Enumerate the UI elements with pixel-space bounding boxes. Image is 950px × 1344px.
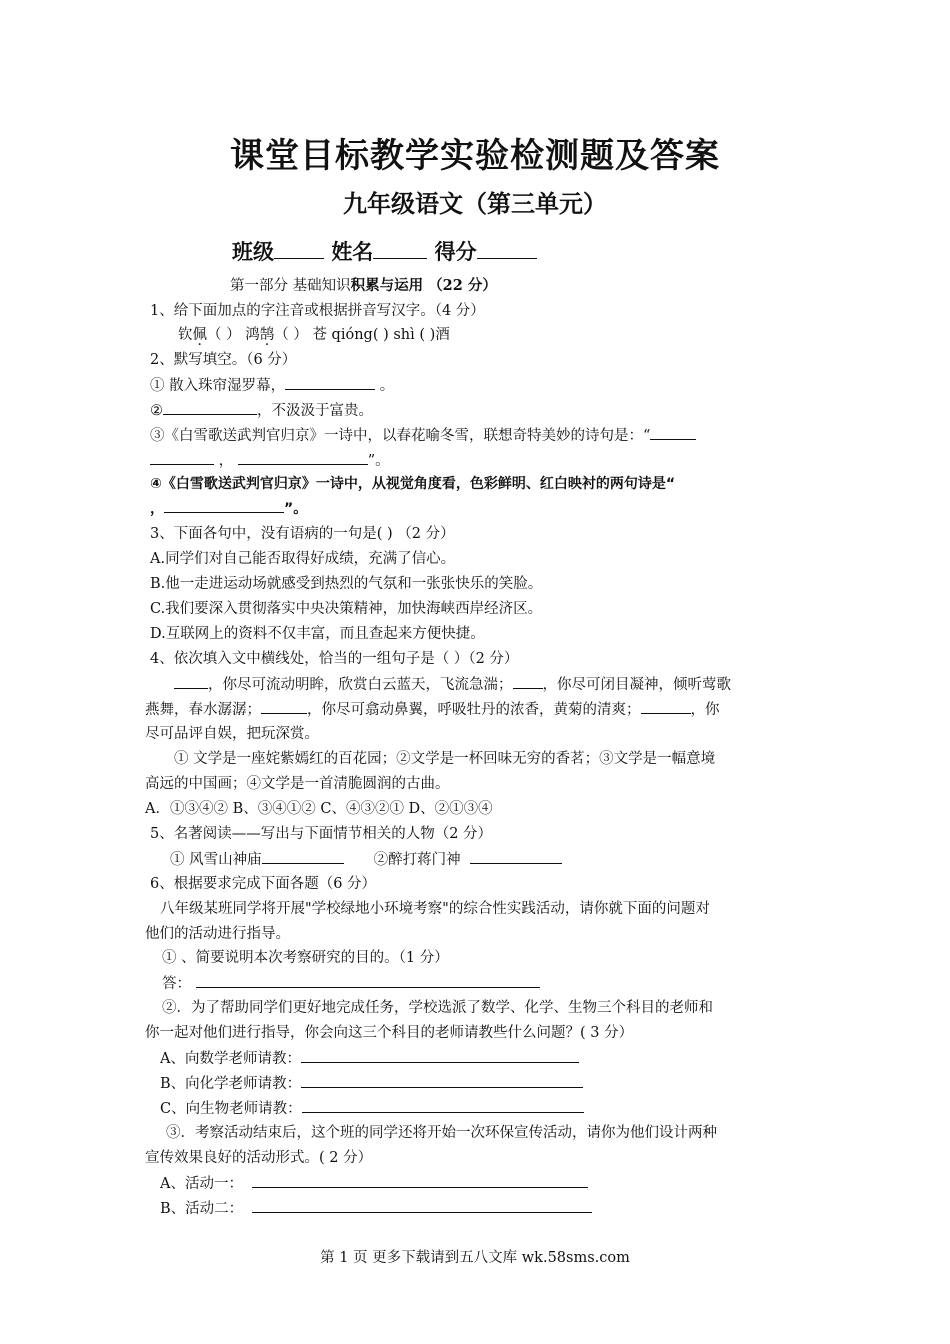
q1-char: 钦 [178, 327, 193, 343]
answer-blank [650, 425, 696, 440]
answer-blank [164, 498, 284, 513]
question-6-bio [160, 1098, 584, 1119]
question-4-passage-3: 尽可品评自娱，把玩深赏。 [145, 726, 319, 742]
question-2: 2、默写填空。（6 分） [150, 352, 297, 368]
page-subtitle: 九年级语文（第三单元） [343, 190, 607, 218]
question-6-sub-1: ① 、简要说明本次考察研究的目的。（1 分） [162, 950, 449, 966]
question-2-line-3b [150, 450, 390, 471]
question-6-sub-2a: ②．为了帮助同学们更好地完成任务，学校选派了数学、化学、生物三个科目的老师和 [162, 1000, 713, 1016]
q5-text: ① 风雪山神庙 [170, 852, 262, 868]
question-6-sub-3b: 宣传效果良好的活动形式。( 2 分） [145, 1150, 373, 1166]
q4-text: ，你 [690, 702, 720, 718]
q2-text: 。 [375, 378, 395, 394]
question-6-activity-2 [160, 1198, 592, 1219]
question-6-answer-line [162, 973, 540, 994]
question-6-activity-1 [160, 1173, 588, 1194]
q2-text: ， [150, 501, 164, 517]
question-1: 1、给下面加点的字注音或根据拼音写汉字。（4 分） [150, 303, 485, 319]
question-3-option-a: A.同学们对自己能否取得好成绩，充满了信心。 [150, 551, 456, 567]
q6-text: B、活动二： [160, 1201, 244, 1217]
answer-blank [196, 973, 540, 988]
q4-text: ，你尽可闭目凝神，倾听莺歌 [542, 677, 731, 693]
question-4-options-2: 高远的中国画；④文学是一首清脆圆润的古曲。 [145, 776, 450, 792]
class-blank [274, 238, 324, 259]
q4-text: 燕舞，春水潺潺； [145, 702, 261, 718]
answer-blank [252, 1173, 588, 1188]
answer-blank [238, 450, 368, 465]
q2-text: ”。 [284, 501, 308, 517]
q2-text: ③《白雪歌送武判官归京》一诗中，以春花喻冬雪，联想奇特美妙的诗句是：“ [150, 428, 651, 444]
answer-blank [252, 1198, 592, 1213]
question-6-intro-1: 八年级某班同学将开展"学校绿地小环境考察"的综合性实践活动，请你就下面的问题对 [160, 901, 710, 917]
answer-blank [470, 849, 562, 864]
q2-text: ， [214, 453, 238, 469]
question-3-option-d: D.互联网上的资料不仅丰富，而且查起来方便快捷。 [150, 626, 485, 642]
q2-text: ，不汲汲于富贵。 [257, 403, 373, 419]
page-footer: 第 1 页 更多下载请到五八文库 wk.58sms.com [320, 1250, 630, 1266]
question-3-option-c: C.我们要深入贯彻落实中央决策精神，加快海峡西岸经济区。 [150, 601, 543, 617]
answer-blank [302, 1098, 584, 1113]
question-2-line-2 [150, 400, 373, 421]
answer-blank [301, 1073, 583, 1088]
question-4-options-1: ① 文学是一座姹紫嫣红的百花园；②文学是一杯回味无穷的香茗；③文学是一幅意境 [174, 751, 716, 767]
answer-blank [262, 849, 344, 864]
q6-text: C、向生物老师请教： [160, 1101, 302, 1117]
question-4: 4、依次填入文中横线处，恰当的一组句子是（ ）（2 分） [150, 651, 519, 667]
question-2-line-4b [150, 498, 307, 519]
question-2-line-3 [150, 425, 696, 446]
question-2-line-4: ④《白雪歌送武判官归京》一诗中，从视觉角度看，色彩鲜明、红白映衬的两句诗是“ [150, 476, 676, 492]
q2-text: ① 散入珠帘湿罗幕， [150, 378, 286, 394]
q2-text: ”。 [367, 453, 390, 469]
question-6-math [160, 1048, 579, 1069]
q1-text: （ ） 苍 qióng( ) shì ( )酒 [274, 327, 450, 343]
page-title: 课堂目标教学实验检测题及答案 [230, 136, 720, 176]
question-3-option-b: B.他一走进运动场就感受到热烈的气氛和一张张快乐的笑脸。 [150, 576, 543, 592]
q5-text: ②醉打蒋门神 [373, 852, 461, 868]
answer-blank [163, 400, 257, 415]
question-3: 3、下面各句中，没有语病的一句是( ) （2 分） [150, 526, 455, 542]
question-6-sub-2b: 你一起对他们进行指导，你会向这三个科目的老师请教些什么问题？( 3 分） [145, 1025, 634, 1041]
question-4-choices: A．①③④② B、③④①② C、④③②① D、②①③④ [145, 801, 493, 817]
q6-text: A、向数学老师请教： [160, 1051, 301, 1067]
section-heading-bold: 积累与运用 （22 分） [350, 277, 497, 294]
section-heading-prefix: 第一部分 基础知识 [230, 278, 351, 294]
question-5: 5、名著阅读——写出与下面情节相关的人物（2 分） [150, 826, 493, 842]
answer-blank [174, 674, 208, 689]
answer-blank [641, 699, 691, 714]
q4-text: ，你尽可流动明眸，欣赏白云蓝天，飞流急湍； [208, 677, 513, 693]
student-info-row [232, 236, 537, 266]
question-4-passage-2 [145, 699, 720, 720]
question-6: 6、根据要求完成下面各题（6 分） [150, 876, 377, 892]
answer-blank [513, 674, 543, 689]
q6-text: B、向化学老师请教： [160, 1076, 302, 1092]
question-6-intro-2: 他们的活动进行指导。 [145, 926, 290, 942]
q4-text: ，你尽可翕动鼻翼，呼吸牡丹的浓香，黄菊的清爽； [307, 702, 641, 718]
score-label: 得分 [434, 240, 477, 264]
question-6-sub-3a: ③．考察活动结束后，这个班的同学还将开始一次环保宣传活动，请你为他们设计两种 [166, 1125, 717, 1141]
question-4-passage-1 [174, 674, 731, 695]
q6-text: A、活动一： [160, 1176, 243, 1192]
q2-text: ② [150, 403, 163, 419]
name-blank [373, 238, 427, 259]
q1-text: （ ） 鸿 [207, 327, 260, 343]
question-2-line-1 [150, 375, 394, 396]
section-heading [230, 276, 497, 296]
q1-dotted-char: 佩 [192, 327, 207, 343]
answer-blank [301, 1048, 579, 1063]
question-5-items [170, 849, 562, 870]
score-blank [477, 238, 537, 259]
q6-text: 答： [162, 976, 191, 992]
name-label: 姓名 [331, 240, 374, 264]
class-label: 班级 [232, 240, 274, 264]
answer-blank [261, 699, 307, 714]
answer-blank [150, 450, 214, 465]
q1-dotted-char: 鹄 [259, 327, 275, 343]
answer-blank [285, 375, 375, 390]
question-6-chem [160, 1073, 583, 1094]
question-1-items [178, 325, 450, 345]
